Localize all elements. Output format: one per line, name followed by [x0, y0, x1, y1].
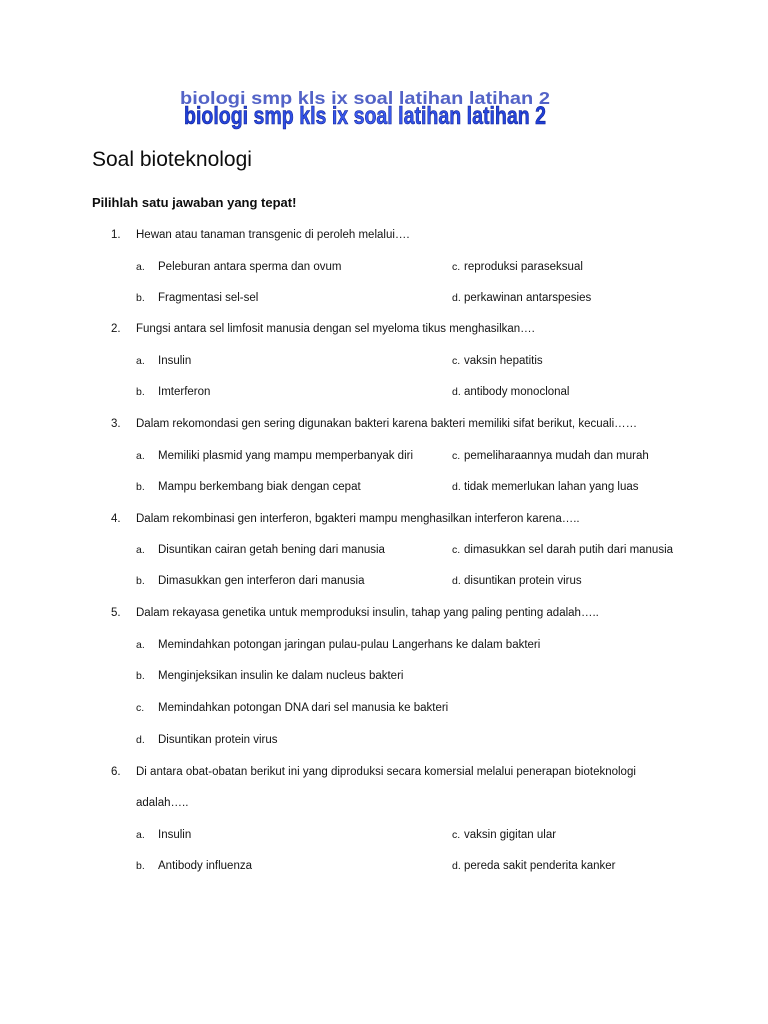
option-text: tidak memerlukan lahan yang luas	[464, 481, 639, 493]
option-text: Antibody influenza	[158, 860, 252, 872]
option-letter: c.	[136, 702, 145, 714]
option-text: antibody monoclonal	[464, 386, 570, 398]
option-text: dimasukkan sel darah putih dari manusia	[464, 544, 674, 556]
question-number: 1.	[111, 229, 121, 241]
question-text: Hewan atau tanaman transgenic di peroleh melalui….	[136, 229, 410, 241]
option-letter: d.	[452, 860, 461, 872]
option-letter: b.	[136, 575, 145, 587]
wordart-shadow-text: biologi smp kls ix soal latihan latihan 2	[180, 88, 550, 109]
option-text: Insulin	[158, 829, 192, 841]
option-text: vaksin hepatitis	[464, 355, 543, 367]
option-letter: c.	[452, 829, 461, 841]
option-text: pemeliharaannya mudah dan murah	[464, 450, 649, 462]
option-letter: a.	[136, 450, 145, 462]
option-text: Mampu berkembang biak dengan cepat	[158, 481, 361, 493]
option-letter: b.	[136, 386, 145, 398]
wordart-header	[180, 86, 550, 134]
option-text: reproduksi paraseksual	[464, 261, 583, 273]
option-letter: d.	[136, 734, 145, 746]
option-letter: d.	[452, 575, 461, 587]
option-letter: d.	[452, 386, 461, 398]
option-text: Dimasukkan gen interferon dari manusia	[158, 575, 365, 587]
question-text: Dalam rekayasa genetika untuk memproduksi insulin, tahap yang paling penting adalah…..	[136, 607, 599, 619]
option-text: Disuntikan protein virus	[158, 734, 278, 746]
option-letter: b.	[136, 292, 145, 304]
question-number: 5.	[111, 607, 121, 619]
question-number: 2.	[111, 323, 121, 335]
option-text: Memiliki plasmid yang mampu memperbanyak diri	[158, 450, 414, 462]
option-text: Peleburan antara sperma dan ovum	[158, 261, 342, 273]
option-text: Memindahkan potongan jaringan pulau-pulau Langerhans ke dalam bakteri	[158, 639, 541, 651]
option-letter: a.	[136, 829, 145, 841]
option-text: Insulin	[158, 355, 192, 367]
option-text: disuntikan protein virus	[464, 575, 582, 587]
option-letter: d.	[452, 481, 461, 493]
option-letter: a.	[136, 261, 145, 273]
question-number: 4.	[111, 513, 121, 525]
option-letter: b.	[136, 860, 145, 872]
question-text: Dalam rekomondasi gen sering digunakan bakteri karena bakteri memiliki sifat berikut, kecuali……	[136, 418, 638, 430]
question-text: Fungsi antara sel limfosit manusia dengan sel myeloma tikus menghasilkan….	[136, 323, 535, 335]
option-letter: c.	[452, 544, 461, 556]
question-text-continued: adalah…..	[136, 797, 189, 809]
option-letter: b.	[136, 670, 145, 682]
question-text: Dalam rekombinasi gen interferon, bgakteri mampu menghasilkan interferon karena…..	[136, 513, 580, 525]
instruction-text: Pilihlah satu jawaban yang tepat!	[92, 195, 297, 210]
option-letter: a.	[136, 544, 145, 556]
option-letter: a.	[136, 639, 145, 651]
question-text: Di antara obat-obatan berikut ini yang diproduksi secara komersial melalui penerapan bioteknologi	[136, 766, 636, 778]
option-letter: c.	[452, 261, 461, 273]
option-letter: a.	[136, 355, 145, 367]
option-text: Disuntikan cairan getah bening dari manusia	[158, 544, 385, 556]
option-text: Fragmentasi sel-sel	[158, 292, 259, 304]
option-letter: c.	[452, 450, 461, 462]
option-letter: c.	[452, 355, 461, 367]
option-letter: d.	[452, 292, 461, 304]
wordart-text: biologi smp kls ix soal latihan latihan 2	[184, 102, 546, 130]
question-number: 6.	[111, 766, 121, 778]
page-title: Soal bioteknologi	[92, 148, 252, 171]
option-text: Menginjeksikan insulin ke dalam nucleus bakteri	[158, 670, 404, 682]
option-text: Imterferon	[158, 386, 211, 398]
option-text: Memindahkan potongan DNA dari sel manusia ke bakteri	[158, 702, 449, 714]
option-text: vaksin gigitan ular	[464, 829, 557, 841]
question-number: 3.	[111, 418, 121, 430]
option-text: pereda sakit penderita kanker	[464, 860, 616, 872]
option-letter: b.	[136, 481, 145, 493]
option-text: perkawinan antarspesies	[464, 292, 592, 304]
